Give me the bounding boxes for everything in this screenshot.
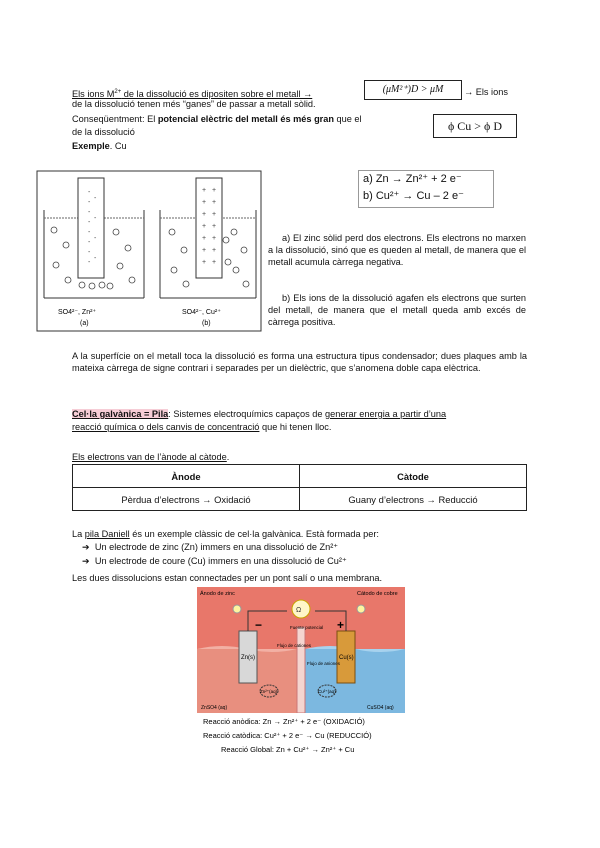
global-reaction: Reacció Global: Zn + Cu²⁺ → Zn²⁺ + Cu (221, 745, 355, 754)
svg-text:+: + (212, 187, 217, 194)
svg-text:+: + (212, 259, 217, 266)
reactions-box (358, 170, 494, 208)
cu-ion-label: Cu²⁺(aq) (318, 689, 336, 694)
cu-electrode-label: Cu(s) (339, 655, 354, 661)
svg-text:-: - (94, 255, 97, 262)
zn-electrode-label: Zn(s) (241, 655, 255, 661)
anode-cathode-table (72, 464, 527, 511)
svg-text:-: - (88, 239, 91, 246)
anodic-reaction: Reacció anòdica: Zn → Zn²⁺ + 2 e⁻ (OXIDACIÓ) (203, 717, 365, 726)
svg-text:+: + (212, 199, 217, 206)
table-header-cathode: Càtode (300, 465, 527, 488)
svg-text:-: - (94, 195, 97, 202)
explanation-b: b) Els ions de la dissolució agafen els electrons que surten del metall, de manera que el metall queda amb excés de càrrega positiva. (268, 293, 526, 328)
reaction-a: a) Zn → Zn²⁺ + 2 e⁻ (363, 173, 462, 185)
electrode-figure (36, 170, 262, 332)
cathode-label: Cátodo de cobre (357, 591, 398, 597)
daniell-intro: La pila Daniell és un exemple clàssic de cel·la galvànica. Està formada per: (72, 529, 379, 539)
svg-text:+: + (212, 223, 217, 230)
svg-text:+: + (202, 211, 207, 218)
svg-text:+: + (202, 199, 207, 206)
svg-text:+: + (202, 223, 207, 230)
table-cell-anode: Pèrdua d’electrons → Oxidació (73, 488, 300, 511)
svg-text:+: + (202, 235, 207, 242)
plus-sign: + (337, 618, 345, 632)
figure-label-left: SO4²⁻, Zn²⁺ (58, 309, 97, 316)
cathodic-reaction: Reacció catòdica: Cu²⁺ + 2 e⁻ → Cu (REDUCCIÓ) (203, 731, 372, 740)
svg-text:-: - (88, 199, 91, 206)
zn-ion-label: Zn²⁺(aq) (260, 689, 278, 694)
svg-text:-: - (94, 215, 97, 222)
svg-text:+: + (202, 259, 207, 266)
figure-caption-left: (a) (80, 320, 89, 327)
daniell-cell-figure (197, 587, 405, 757)
svg-text:+: + (202, 247, 207, 254)
svg-text:-: - (88, 209, 91, 216)
double-layer-paragraph: A la superfície on el metall toca la dissolució es forma una estructura tipus condensador; dues plaques amb la mateixa càrrega de signe contrari i separades per un dielèctric, que s’anomena doble capa elèctrica. (72, 351, 527, 374)
svg-text:-: - (88, 229, 91, 236)
intro-line-2: de la dissolució tenen més “ganes” de passar a metall sòlid. (72, 99, 316, 109)
formula-chemical-potential: (μM²⁺)D > μM (364, 80, 462, 100)
daniell-item-2: ➔ Un electrode de coure (Cu) immers en una dissolució de Cu²⁺ (82, 556, 347, 566)
svg-text:Ω: Ω (296, 607, 302, 614)
figure-caption-right: (b) (202, 320, 211, 327)
svg-text:-: - (88, 219, 91, 226)
explanation-a: a) El zinc sòlid perd dos electrons. Els electrons no marxen a la dissolució, sinó que es queden al metall, de manera que el metall acumula càrrega negativa. (268, 233, 526, 268)
membrane-flow-2: Flujo de aniones (307, 661, 341, 666)
electron-flow: Els electrons van de l’ànode al càtode. (72, 452, 230, 462)
example-line: Exemple. Cu (72, 141, 127, 151)
daniell-item-1: ➔ Un electrode de zinc (Zn) immers en una dissolució de Zn²⁺ (82, 542, 339, 552)
left-solution-label: ZnSO4 (aq) (201, 705, 228, 711)
membrane-flow-1: Flujo de cationes (277, 643, 312, 648)
svg-text:-: - (88, 259, 91, 266)
svg-text:+: + (212, 235, 217, 242)
galvanic-term: Cel·la galvànica = Pila (72, 409, 169, 419)
meter-label: Fuente potencial (290, 625, 324, 630)
svg-text:+: + (202, 187, 207, 194)
svg-text:+: + (212, 247, 217, 254)
figure-label-right: SO4²⁻, Cu²⁺ (182, 309, 221, 316)
svg-text:-: - (94, 235, 97, 242)
reaction-b: b) Cu²⁺ → Cu – 2 e⁻ (363, 190, 464, 202)
svg-text:-: - (88, 249, 91, 256)
table-cell-cathode: Guany d’electrons → Reducció (300, 488, 527, 511)
galvanic-definition-2: reacció química o dels canvis de concentració que hi tenen lloc. (72, 422, 332, 432)
intro-line-3: Conseqüentment: El potencial elèctric del metall és més gran que el (72, 114, 362, 124)
galvanic-definition-1: Cel·la galvànica = Pila: Sistemes electroquímics capaços de generar energia a partir d’una (72, 409, 447, 419)
intro-line-4: de la dissolució (72, 127, 135, 137)
formula-potential: ϕ Cu > ϕ D (433, 114, 517, 138)
minus-sign: − (255, 618, 263, 632)
intro-underlined: Els ions $M^{2+}$ de la dissolució es dipositen sobre el metall → (72, 89, 313, 100)
svg-text:-: - (88, 189, 91, 196)
table-header-anode: Ànode (73, 465, 300, 488)
anode-label: Ánodo de zinc (200, 591, 235, 597)
right-solution-label: CuSO4 (aq) (367, 705, 394, 711)
svg-text:+: + (212, 211, 217, 218)
intro-line-1-end: → Els ions (464, 87, 508, 97)
daniell-bridge: Les dues dissolucions estan connectades per un pont salí o una membrana. (72, 573, 383, 583)
